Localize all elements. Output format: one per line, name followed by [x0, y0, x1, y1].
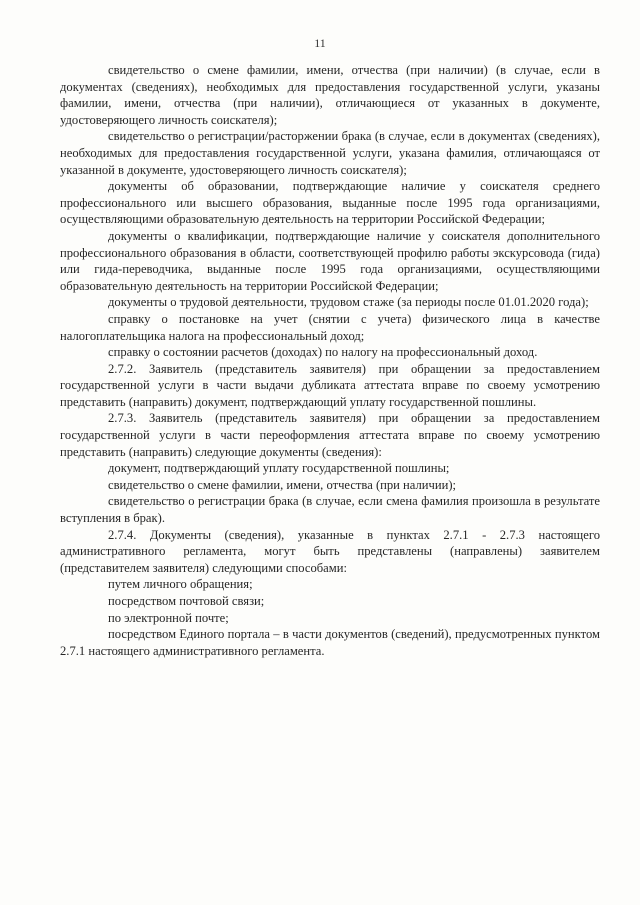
- paragraph-2-7-4: 2.7.4. Документы (сведения), указанные в пунктах 2.7.1 - 2.7.3 настоящего административного регламента, могут быть представлены (направлены) заявителем (представителем заявителя) следующими способами:: [60, 527, 600, 575]
- list-item-personal: путем личного обращения;: [108, 577, 253, 592]
- paragraph-2-7-2: 2.7.2. Заявитель (представитель заявителя) при обращении за предоставлением государственной услуги в части выдачи дубликата аттестата вправе по своему усмотрению представить (направить) документ, подтверждающий уплату государственной пошлины.: [60, 361, 600, 409]
- paragraph-marriage-certificate: свидетельство о регистрации/расторжении брака (в случае, если в документах (сведениях), необходимых для предоставления государственной услуги, указана фамилия, отличающаяся от указанной в документе, удостоверяющего личность соискателя);: [60, 129, 600, 177]
- paragraph-name-change-certificate: свидетельство о смене фамилии, имени, отчества (при наличии) (в случае, если в документах (сведениях), необходимых для предоставления государственной услуги, указаны фамилии, имени, отчества (при наличии), отличающиеся от указанных в документе, удостоверяющего личность соискателя);: [60, 63, 600, 127]
- paragraph-2-7-3: 2.7.3. Заявитель (представитель заявителя) при обращении за предоставлением государственной услуги в части переоформления аттестата вправе по своему усмотрению представить (направить) следующие документы (сведения):: [60, 411, 600, 459]
- page-number: 11: [314, 36, 326, 50]
- paragraph-work-history: документы о трудовой деятельности, трудовом стаже (за периоды после 01.01.2020 года);: [108, 295, 589, 310]
- paragraph-marriage-registration: свидетельство о регистрации брака (в случае, если смена фамилия произошла в результате вступления в брак).: [60, 494, 600, 526]
- document-body: [60, 62, 600, 659]
- list-item-unified-portal: посредством Единого портала – в части документов (сведений), предусмотренных пунктом 2.7.1 настоящего административного регламента.: [60, 627, 600, 658]
- paragraph-qualification-documents: документы о квалификации, подтверждающие наличие у соискателя дополнительного профессионального образования в области, соответствующей профилю работы экскурсовода (гида) или гида-переводчика, выданные после 1995 года организациями, осуществляющими образовательную деятельность на территории Российской Федерации;: [60, 228, 600, 293]
- paragraph-name-change: свидетельство о смене фамилии, имени, отчества (при наличии);: [108, 477, 457, 492]
- paragraph-education-documents: документы об образовании, подтверждающие наличие у соискателя среднего профессионального или высшего образования, выданные после 1995 года организациями, осуществляющими образовательную деятельность на территории Российской Федерации;: [60, 179, 600, 227]
- list-item-email: по электронной почте;: [108, 610, 229, 625]
- paragraph-tax-settlement: справку о состоянии расчетов (доходах) по налогу на профессиональный доход.: [108, 345, 538, 360]
- list-item-postal: посредством почтовой связи;: [108, 594, 265, 608]
- paragraph-fee-document: документ, подтверждающий уплату государственной пошлины;: [108, 461, 450, 476]
- paragraph-tax-registration: справку о постановке на учет (снятии с учета) физического лица в качестве налогоплательщика налога на профессиональный доход;: [60, 311, 600, 343]
